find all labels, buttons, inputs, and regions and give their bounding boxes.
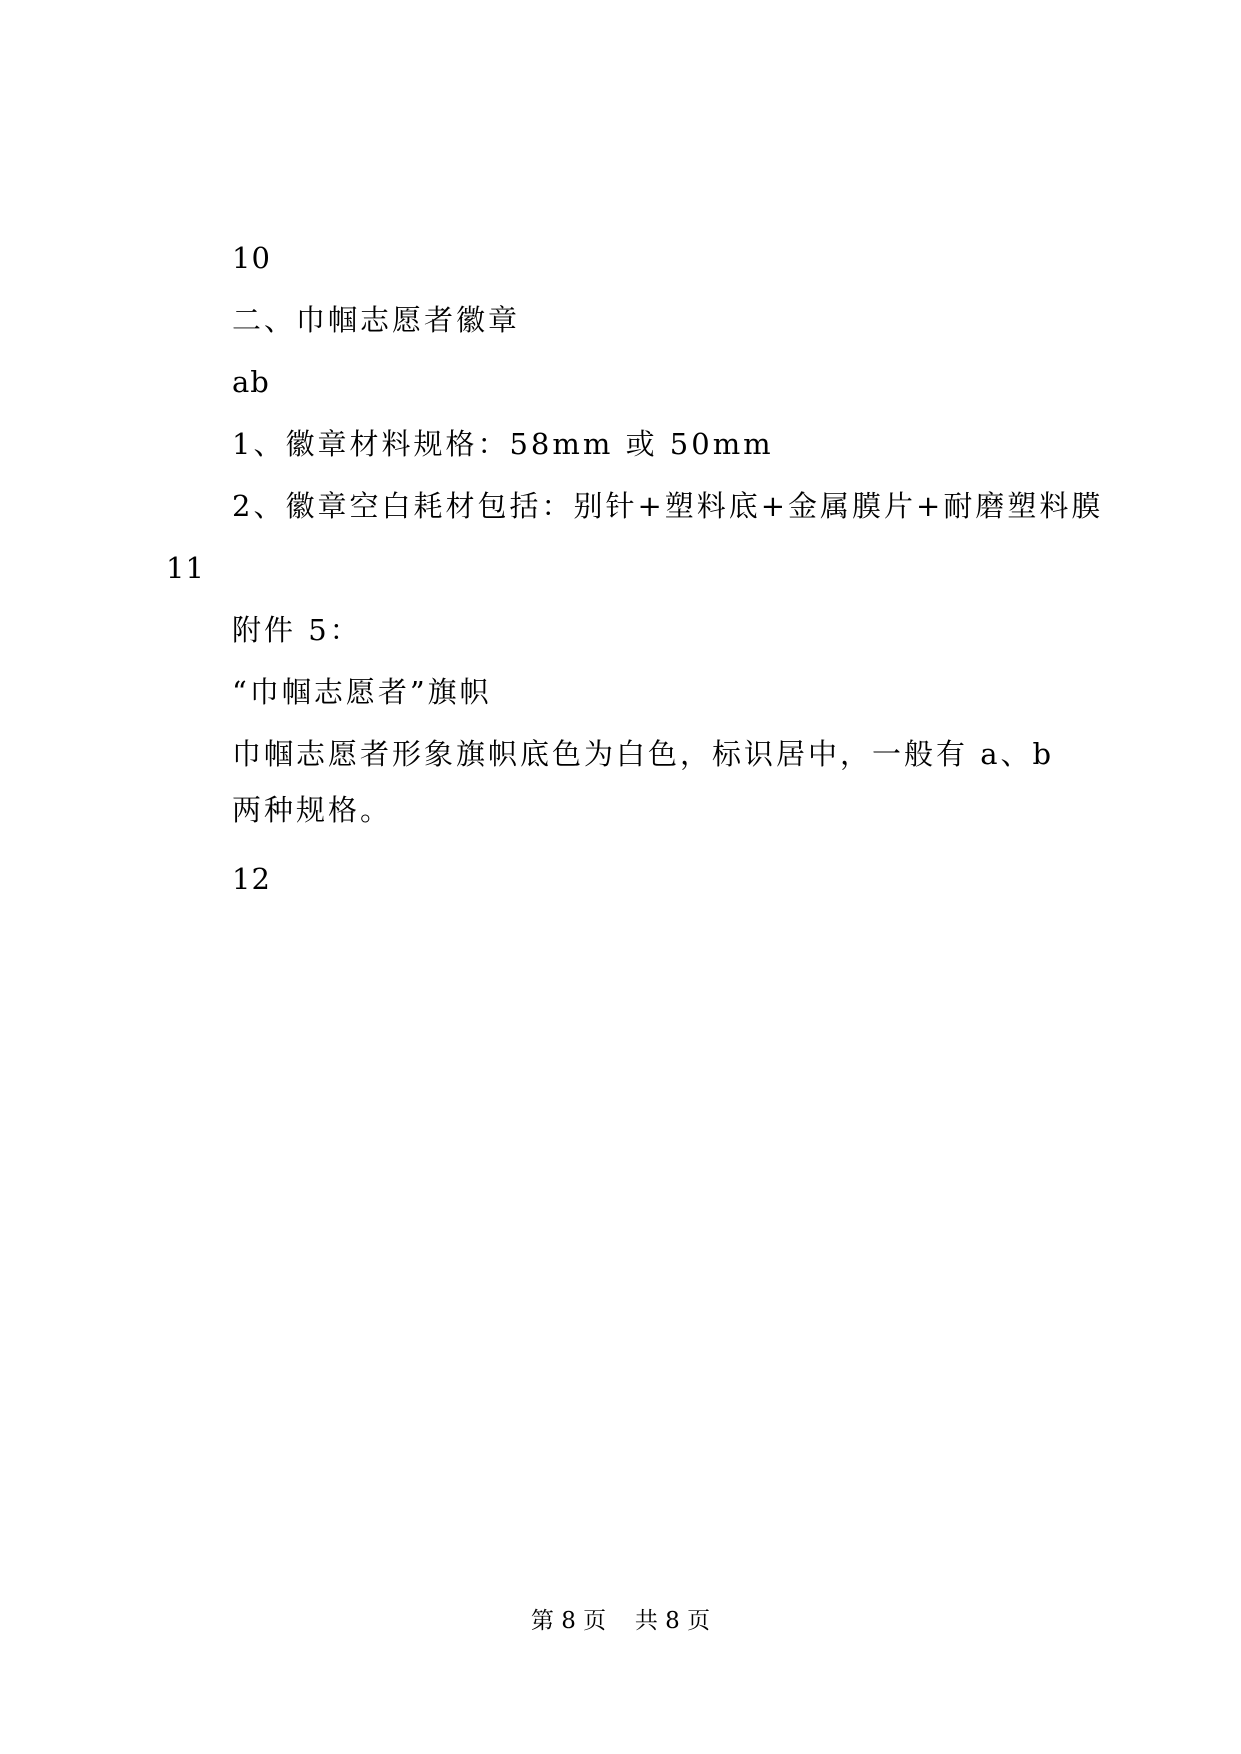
page-number: 第 8 页	[530, 1608, 607, 1634]
flag-heading: “巾帼志愿者”旗帜	[232, 675, 492, 709]
paragraph-item-1: 1、徽章材料规格：58mm 或 50mm	[232, 427, 774, 461]
figure-number-12: 12	[232, 862, 271, 896]
page-footer	[0, 1606, 1241, 1636]
figure-number-11: 11	[166, 551, 205, 585]
paragraph-item-2: 2、徽章空白耗材包括：别针+塑料底+金属膜片+耐磨塑料膜	[232, 489, 1104, 523]
figure-caption-ab: ab	[232, 365, 270, 399]
flag-description-line-1: 巾帼志愿者形象旗帜底色为白色，标识居中，一般有 a、b	[232, 737, 1055, 771]
total-pages: 共 8 页	[634, 1608, 711, 1634]
section-heading: 二、巾帼志愿者徽章	[232, 303, 521, 337]
attachment-label: 附件 5：	[232, 613, 362, 647]
flag-description-line-2: 两种规格。	[232, 793, 393, 827]
figure-number-10: 10	[232, 241, 271, 275]
